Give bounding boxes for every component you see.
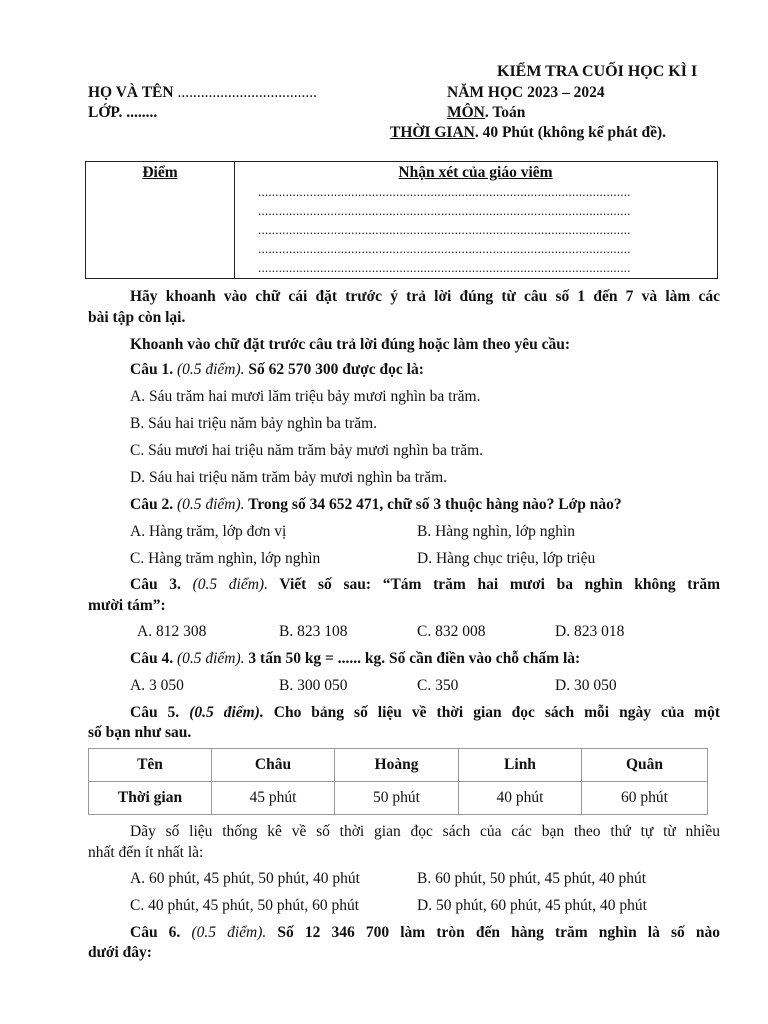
q3-option-d[interactable]: D. 823 018 <box>555 623 625 640</box>
q5-follow-2: nhất đến ít nhất là: <box>88 844 204 861</box>
q6-text-2: dưới đây: <box>88 944 152 961</box>
q6-text-1: Số 12 346 700 làm tròn đến hàng trăm nghìn là số nào <box>277 924 720 941</box>
q1-points: (0.5 điểm). <box>176 361 245 378</box>
table-header-cell: Hoàng <box>335 749 459 782</box>
name-field <box>88 84 317 102</box>
question-3 <box>88 576 720 594</box>
class-label: LỚP. <box>88 104 123 121</box>
q5-text-2: số bạn như sau. <box>88 724 192 741</box>
question-2 <box>130 496 622 514</box>
name-label: HỌ VÀ TÊN <box>88 84 174 101</box>
comment-line: ............................................................................................................ <box>258 260 631 275</box>
q2-option-c[interactable]: C. Hàng trăm nghìn, lớp nghìn <box>130 550 321 567</box>
subject <box>447 104 525 122</box>
table-cell: Thời gian <box>89 782 212 815</box>
q2-option-b[interactable]: B. Hàng nghìn, lớp nghìn <box>417 523 576 540</box>
q5-option-b[interactable]: B. 60 phút, 50 phút, 45 phút, 40 phút <box>417 870 647 887</box>
reading-time-table <box>88 748 708 815</box>
table-cell: 50 phút <box>335 782 459 815</box>
table-cell: 45 phút <box>212 782 335 815</box>
comment-line: ............................................................................................................ <box>258 222 631 237</box>
question-4 <box>130 650 580 668</box>
q1-option-b[interactable]: B. Sáu hai triệu năm bảy nghìn ba trăm. <box>130 415 378 432</box>
instruction-line-1: Hãy khoanh vào chữ cái đặt trước ý trả lời đúng từ câu số 1 đến 7 và làm các <box>130 288 720 305</box>
q2-points: (0.5 điểm). <box>176 496 245 513</box>
q1-text: Số 62 570 300 được đọc là: <box>248 361 424 378</box>
question-5 <box>88 704 720 722</box>
q2-text: Trong số 34 652 471, chữ số 3 thuộc hàng nào? Lớp nào? <box>248 496 622 513</box>
q5-follow-1: Dãy số liệu thống kê về số thời gian đọc sách của các bạn theo thứ tự từ nhiều <box>130 823 720 840</box>
q3-text-1: Viết số sau: “Tám trăm hai mươi ba nghìn không trăm <box>279 576 721 593</box>
score-label: Điểm <box>142 164 178 181</box>
instruction-line-2: bài tập còn lại. <box>88 309 186 326</box>
q5-option-a[interactable]: A. 60 phút, 45 phút, 50 phút, 40 phút <box>130 870 360 887</box>
q3-option-a[interactable]: A. 812 308 <box>137 623 207 640</box>
exam-time <box>390 124 666 142</box>
q4-option-b[interactable]: B. 300 050 <box>279 677 348 694</box>
q6-label: Câu 6. <box>130 924 181 941</box>
q4-text: 3 tấn 50 kg = ...... kg. Số cần điền vào chỗ chấm là: <box>248 650 581 667</box>
time-value: . 40 Phút (không kể phát đề). <box>474 124 667 141</box>
question-6 <box>88 924 720 942</box>
q1-option-c[interactable]: C. Sáu mươi hai triệu năm trăm bảy mươi nghìn ba trăm. <box>130 442 484 459</box>
q1-label: Câu 1. <box>130 361 174 378</box>
comment-line: ............................................................................................................ <box>258 241 631 256</box>
q6-points: (0.5 điểm). <box>191 924 267 941</box>
q3-points: (0.5 điểm). <box>192 576 268 593</box>
school-year: NĂM HỌC 2023 – 2024 <box>447 84 605 101</box>
q3-option-b[interactable]: B. 823 108 <box>279 623 348 640</box>
table-header-row <box>89 749 708 782</box>
table-row <box>89 782 708 815</box>
q5-points: (0.5 điểm). <box>189 704 264 721</box>
comment-label: Nhận xét của giáo viêm <box>398 164 553 181</box>
exam-title: KIỂM TRA CUỐI HỌC KÌ I <box>497 63 698 80</box>
table-header-cell: Quân <box>582 749 708 782</box>
q2-label: Câu 2. <box>130 496 174 513</box>
q2-option-d[interactable]: D. Hàng chục triệu, lớp triệu <box>417 550 596 567</box>
q5-label: Câu 5. <box>130 704 180 721</box>
q2-option-a[interactable]: A. Hàng trăm, lớp đơn vị <box>130 523 287 540</box>
time-label: THỜI GIAN <box>390 124 475 141</box>
q4-label: Câu 4. <box>130 650 174 667</box>
table-header-cell: Linh <box>459 749 582 782</box>
q4-option-d[interactable]: D. 30 050 <box>555 677 617 694</box>
q1-option-a[interactable]: A. Sáu trăm hai mươi lăm triệu bảy mươi nghìn ba trăm. <box>130 388 481 405</box>
q5-option-d[interactable]: D. 50 phút, 60 phút, 45 phút, 40 phút <box>417 897 647 914</box>
instruction-line-3: Khoanh vào chữ đặt trước câu trả lời đúng hoặc làm theo yêu cầu: <box>130 336 571 353</box>
table-cell: 40 phút <box>459 782 582 815</box>
q3-label: Câu 3. <box>130 576 181 593</box>
score-box <box>85 161 718 279</box>
q4-option-c[interactable]: C. 350 <box>417 677 459 694</box>
q1-option-d[interactable]: D. Sáu hai triệu năm trăm bảy mươi nghìn ba trăm. <box>130 469 448 486</box>
comment-line: ............................................................................................................ <box>258 203 631 218</box>
table-cell: 60 phút <box>582 782 708 815</box>
q5-option-c[interactable]: C. 40 phút, 45 phút, 50 phút, 60 phút <box>130 897 360 914</box>
class-blank: ........ <box>126 104 158 121</box>
comment-line: ............................................................................................................ <box>258 184 631 199</box>
table-header-cell: Tên <box>89 749 212 782</box>
class-field <box>88 104 157 122</box>
name-blank: .................................... <box>177 84 317 101</box>
subject-label: MÔN <box>447 104 485 121</box>
subject-value: . Toán <box>484 104 526 121</box>
q4-option-a[interactable]: A. 3 050 <box>130 677 184 694</box>
q4-points: (0.5 điểm). <box>176 650 245 667</box>
q3-text-2: mười tám”: <box>88 597 166 614</box>
q5-text-1: Cho bảng số liệu về thời gian đọc sách mỗi ngày của một <box>273 704 721 721</box>
table-header-cell: Châu <box>212 749 335 782</box>
question-1 <box>130 361 424 379</box>
q3-option-c[interactable]: C. 832 008 <box>417 623 486 640</box>
